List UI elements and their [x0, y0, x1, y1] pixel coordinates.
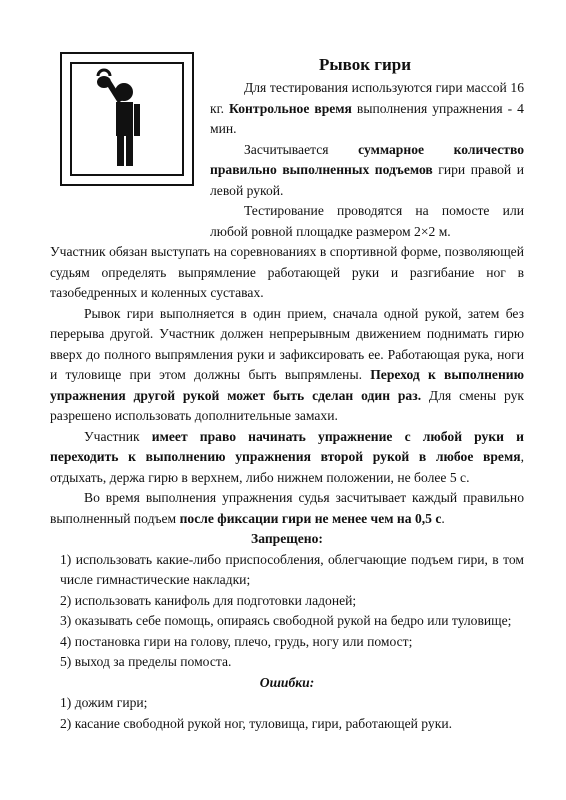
list-item: 5) выход за пределы помоста. [60, 654, 232, 669]
paragraph-platform: Тестирование проводятся на помосте или любой ровной площадке размером 2×2 м. [210, 203, 524, 239]
forbidden-heading: Запрещено: [251, 531, 323, 546]
paragraph-test-weight: Для тестирования используются гири массой 16 кг. Контрольное время выполнения упражнения - 4 мин. [210, 80, 524, 136]
paragraph-rights: Участник имеет право начинать упражнение с любой руки и переходить к выполнению упражнения второй рукой в любое время, отдыхать, держа гирю в верхнем, либо нижнем положении, не более 5 с. [50, 428, 524, 485]
forbidden-list [50, 550, 524, 673]
list-item: 2) касание свободной рукой ног, туловища, гири, работающей руки. [60, 715, 452, 731]
page-title: Рывок гири [318, 55, 412, 74]
paragraph-scoring: Засчитывается суммарное количество правильно выполненных подъемов гири правой и левой рукой. [210, 141, 524, 198]
list-item: 3) оказывать себе помощь, опираясь свободной рукой на бедро или туловище; [60, 613, 512, 628]
errors-heading: Ошибки: [259, 674, 315, 690]
paragraph-technique: Рывок гири выполняется в один прием, сначала одной рукой, затем без перерыва другой. Участник должен непрерывным движением поднимать гирю вверх до полного выпрямления руки и зафиксировать ее. Работающая рука, ноги и туловище при этом должны быть выпрямлены. Переход к выполнению упражнения другой рукой может быть сделан один раз. Для смены рук разрешено использовать дополнительные замахи. [50, 305, 524, 423]
paragraph-judging: Во время выполнения упражнения судья засчитывает каждый правильно выполненный подъем после фиксации гири не менее чем на 0,5 с. [50, 490, 524, 526]
list-item: 1) использовать какие-либо приспособления, облегчающие подъем гири, в том числе гимнастические накладки; [60, 551, 524, 587]
body-text [50, 78, 524, 734]
list-item: 4) постановка гири на голову, плечо, грудь, ногу или помост; [60, 633, 413, 649]
paragraph-uniform: Участник обязан выступать на соревнованиях в спортивной форме, позволяющей судьям определять выпрямление работающей руки и разгибание ног в тазобедренных и коленных суставах. [50, 244, 524, 300]
list-item: 2) использовать канифоль для подготовки ладоней; [60, 592, 357, 608]
errors-list [50, 693, 524, 734]
list-item: 1) дожим гири; [60, 695, 148, 710]
